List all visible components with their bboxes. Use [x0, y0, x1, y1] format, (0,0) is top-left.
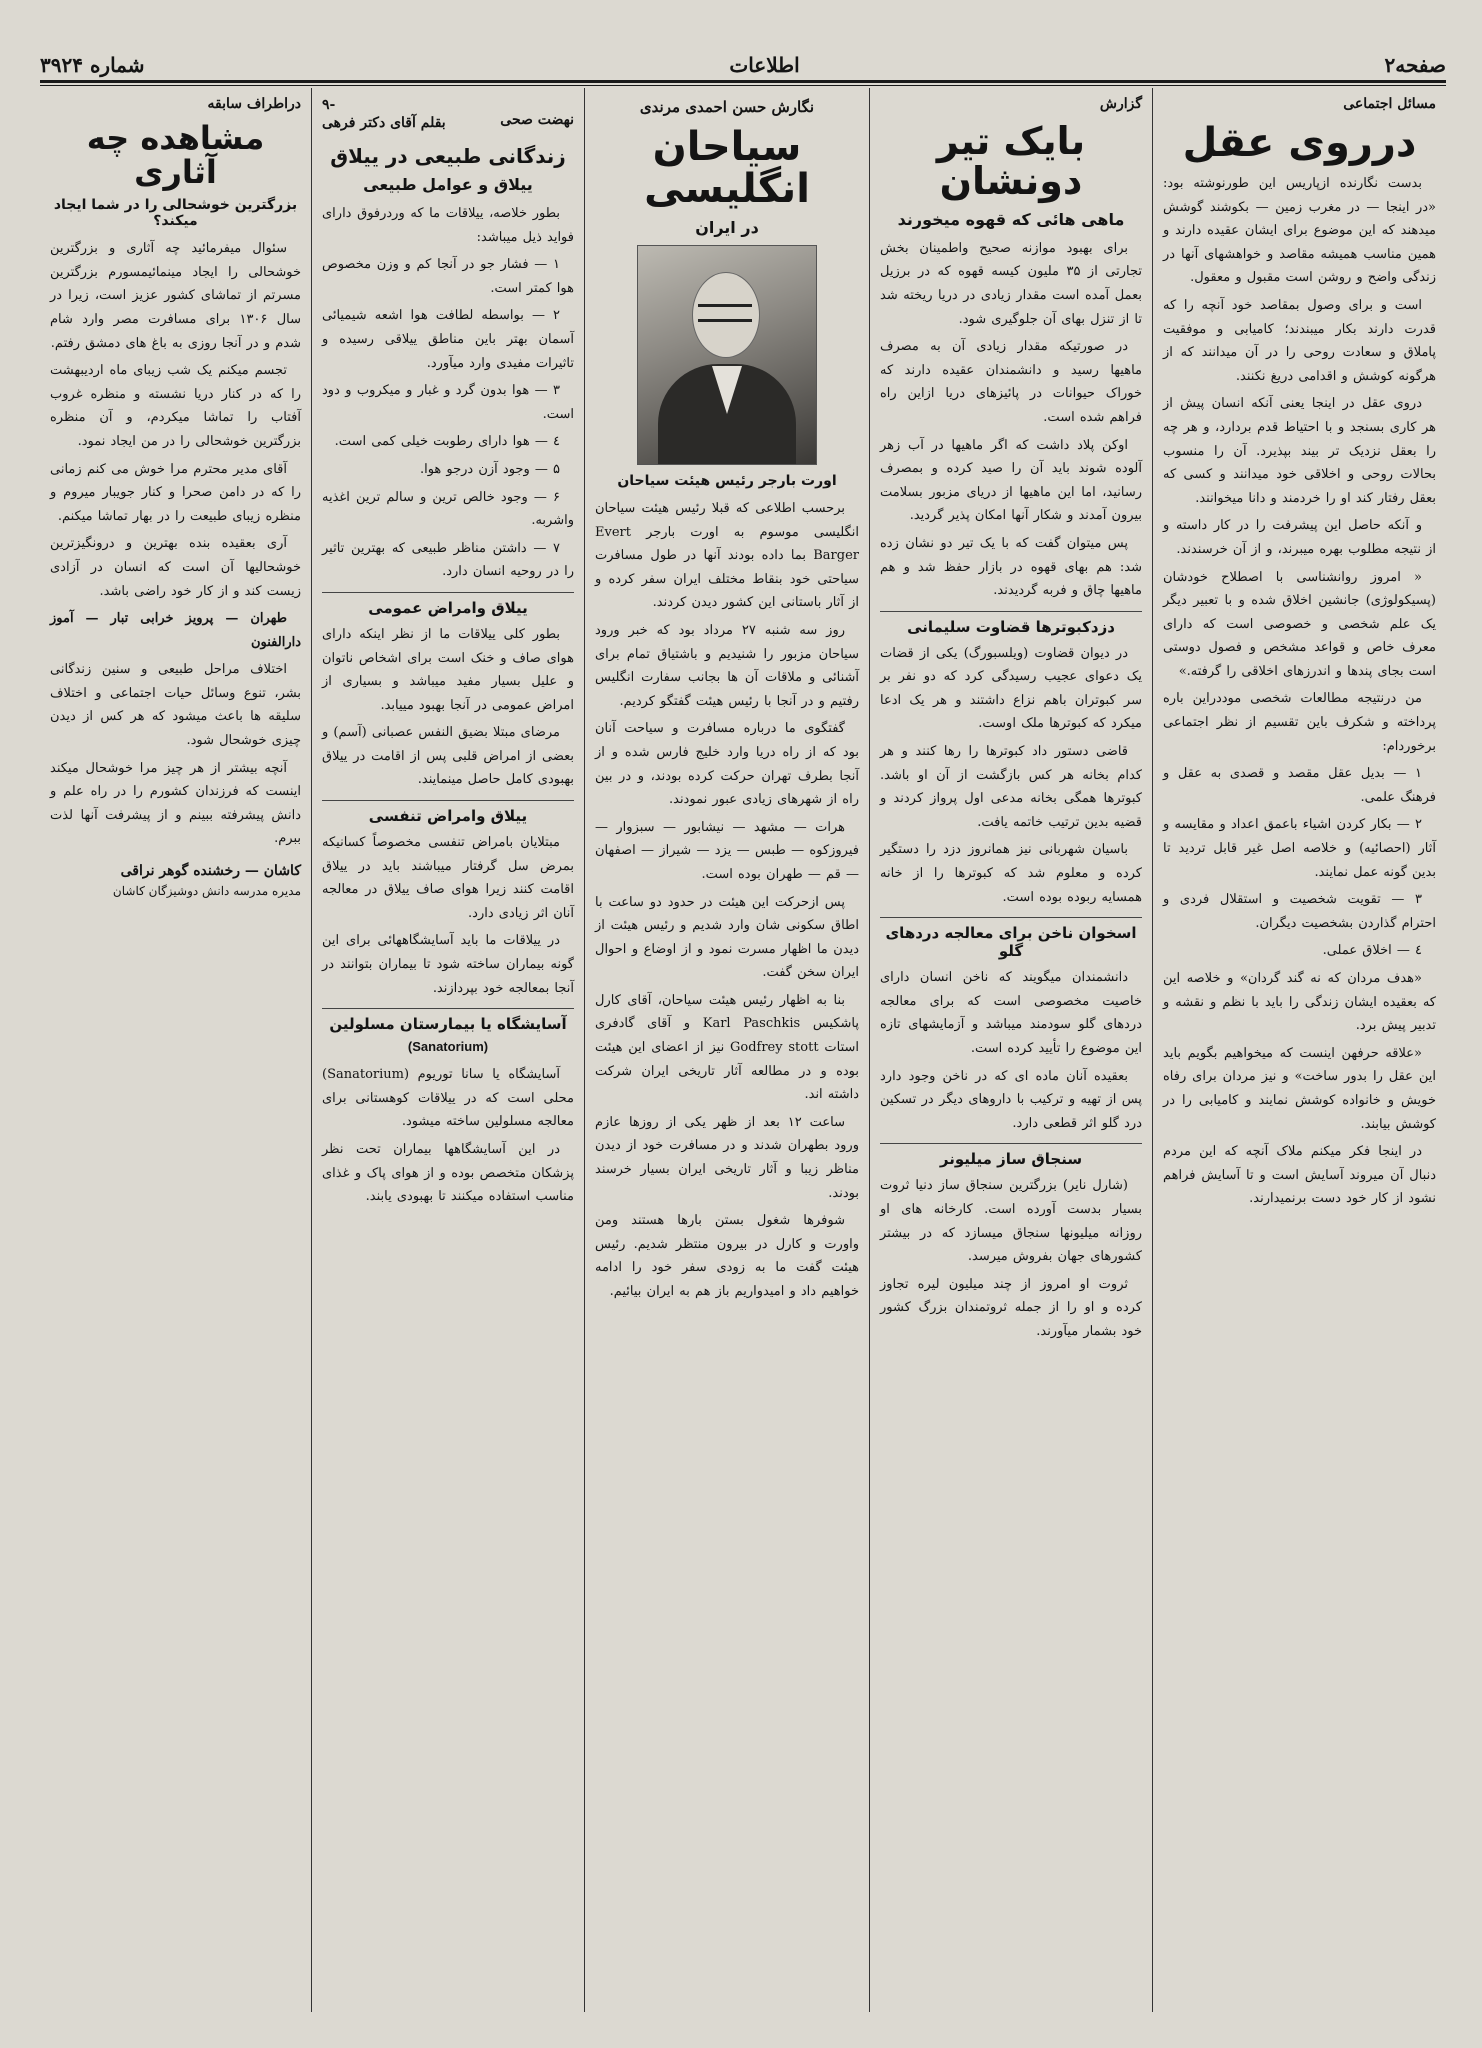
paragraph: من درنتیجه مطالعات شخصی موددراین باره پرداخته و شکرف باین تقسیم از نظر اجتماعی برخوردام:: [1163, 691, 1436, 754]
series-number: -۹: [322, 97, 336, 113]
section-heading: ییلاق وامراض تنفسی: [322, 800, 574, 825]
paragraph: مرضای مبتلا بضیق النفس عصبانی (آسم) و بعضی از امراض قلبی پس از اقامت در ییلاق بهبودی کامل حاصل مینمایند.: [322, 725, 574, 788]
column-kicker: مسائل اجتماعی: [1343, 96, 1436, 112]
paragraph: و آنکه حاصل این پیشرفت را در کار داسته و از نتیجه مطلوب بهره میبرند، و از آن خرسندند.: [1163, 518, 1436, 557]
section-body: [322, 831, 574, 1000]
paragraph: پس ازحرکت این هیئت در حدود دو ساعت با اطاق سکونی شان وارد شدیم و رئیس هیئت از دیدن ما اظهار مسرت نمود و از اوضاع و احوال ایران سخن گفت.: [595, 894, 859, 981]
article-headline: مشاهده چه آثاری: [86, 119, 265, 191]
article-columns: [40, 88, 1446, 2012]
paragraph: آسایشگاه یا سانا توریوم (Sanatorium) محلی است که در ییلاقات کوهستانی برای معالجه مسلولین ساخته میشود.: [322, 1067, 574, 1130]
column-kicker: نهضت صحی: [500, 112, 574, 128]
issue-label: شماره ۳۹۲۴: [40, 53, 145, 77]
article-body: [322, 202, 574, 584]
paragraph: ۵ — وجود آزن درجو هوا.: [419, 461, 560, 477]
column-reason: [1153, 88, 1446, 2012]
masthead: [40, 52, 1446, 78]
paragraph: در صورتیکه مقدار زیادی آن به مصرف ماهیها رسید و دانشمندان عقیده دارند که خوراک حیوانات در پائیزهای دریا ازاین راه فراهم شده است.: [880, 339, 1142, 425]
article-byline: بقلم آقای دکتر فرهی: [322, 115, 446, 131]
article-body: [595, 497, 859, 1304]
paragraph: ٤ — هوا دارای رطوبت خیلی کمی است.: [334, 434, 560, 450]
paragraph: سئوال میفرمائید چه آثاری و بزرگترین خوشحالی را ایجاد مینمائیمسورم بزرگترین مسرتم از تماشای کشور عزیز است، زیرا در سال ۱۳۰۶ برای مسافرت مصر وارد شام شدم و در آنجا روزی به باغ های دمشق رفتم.: [50, 241, 301, 351]
paragraph: ۲ — بواسطه لطافت هوا اشعه شیمیائی آسمان بهتر باین مناطق ییلاقی رسیده و تاثیرات مفیدی وارد میآورد.: [322, 308, 574, 371]
paragraph: ثروت او امروز از چند میلیون لیره تجاوز کرده و او را از جمله ثروتمندان بزرگ کشور خود بشمار میآورند.: [880, 1276, 1142, 1339]
signature-title: مدیره مدرسه دانش دوشیزگان کاشان: [112, 884, 301, 899]
paragraph: قاضی دستور داد کبوترها را رها کنند و هر کدام بخانه هر کس بازگشت از آن او باشد. کبوترها همگی بخانه مدعی اول پرواز کردند و قضیه بدین ترتیب خاتمه یافت.: [880, 744, 1142, 830]
article-headline: سیاحان انگلیسی: [644, 124, 810, 212]
paragraph: گفتگوی ما درباره مسافرت و سیاحت آنان بود که از راه دریا وارد خلیج فارس شده و از آنجا بطرف تهران حرکت کرده بودند، و در بین راه از شهرهای زیادی عبور نمودند.: [595, 721, 859, 808]
section-heading: اسخوان ناخن برای معالجه دردهای گلو: [880, 917, 1142, 960]
paragraph: آری بعقیده بنده بهترین و درونگیزترین خوشحالیها آن است که انسان در آزادی زیست کند و از کار خود راضی باشد.: [50, 536, 301, 599]
signature: [50, 861, 301, 901]
column-header: [322, 96, 574, 132]
paragraph: در ییلاقات ما باید آسایشگاههائی برای این گونه بیماران ساخته شود تا بیماران بتوانند در آنجا بمعالجه خود بپردازند.: [322, 933, 574, 996]
article-body: [880, 237, 1142, 603]
signature-name: کاشان — رخشنده گوهر نراقی: [120, 863, 301, 880]
paragraph: اوکن پلاد داشت که اگر ماهیها در آب زهر آلوده شوند باید آن را صید کرده و بمصرف رسانید، اما این ماهیها از دریای مزبور بسلامت بیرون آمدند و شکار آنها امکان پذیر گردید.: [880, 437, 1142, 524]
paragraph: بعقیده آنان ماده ای که در ناخن وجود دارد پس از تهیه و ترکیب با داروهای دیگر در تسکین درد گلو اثر قطعی دارد.: [880, 1068, 1142, 1131]
section-body: [880, 1174, 1142, 1343]
paragraph: برحسب اطلاعی که قبلا رئیس هیئت سیاحان انگلیسی موسوم به اورت بارجر Evert Barger بما داده بودند آنها در طول مسافرت سیاحتی خود بنقاط مختلف ایران سفر کرده و از آثار باستانی این کشور دیدن کردند.: [595, 501, 859, 611]
paragraph: بنا به اظهار رئیس هیئت سیاحان، آقای کارل پاشکیس Karl Paschkis و آقای گادفری استات Godfrey stott نیز از اعضای این هیئت بوده و در مطالعه آثار تاریخی ایران شرکت داشته اند.: [595, 992, 859, 1103]
paragraph: (شارل نایر) بزرگترین سنجاق ساز دنیا ثروت بسیار بدست آورده است. کارخانه های او روزانه میلیونها سنجاق میسازد که در بیشتر کشورهای جهان بفروش میرسد.: [880, 1178, 1142, 1265]
section-heading: دزدکبوترها قضاوت سلیمانی: [880, 611, 1142, 636]
photo-glasses: [698, 304, 752, 322]
photo-caption: اورت بارجر رئیس هیئت سیاحان: [617, 473, 837, 489]
paragraph: دانشمندان میگویند که ناخن انسان دارای خاصیت مخصوصی است که برای معالجه دردهای گلو سودمند میباشد و آزمایشهای تازه این موضوع را تأیید کرده است.: [880, 970, 1142, 1056]
paragraph: ساعت ۱۲ بعد از ظهر یکی از روزها عازم ورود بطهران شدند و در مسافرت خود از دیدن مناظر زیبا و آثار تاریخی ایران بسیار خرسند بودند.: [595, 1114, 859, 1201]
paragraph: برای بهبود موازنه صحیح واطمینان بخش تجارتی از ۳۵ ملیون کیسه قهوه که در برزیل بعمل آمده است مقدار زیادی در دریا ریخته شد تا از تنزل بهای آن جلوگیری شود.: [880, 240, 1142, 327]
paragraph: ۲ — بکار کردن اشیاء باعمق اعداد و مقایسه و آثار (احصائیه) و خلاصه اصل غیر قابل تردید تا بدین گونه عمل نمایند.: [1163, 817, 1436, 880]
article-subtitle: بزرگترین خوشحالی را در شما ایجاد میکند؟: [53, 197, 298, 230]
paragraph: در این آسایشگاهها بیماران تحت نظر پزشکان متخصص بوده و از هوای پاک و غذای مناسب استفاده میکنند تا بهبودی یابند.: [322, 1142, 574, 1205]
section-body: [322, 623, 574, 792]
section-heading: ییلاق وامراض عمومی: [322, 592, 574, 617]
paragraph: ۳ — هوا بدون گرد و غبار و میکروب و دود است.: [322, 383, 574, 422]
paragraph: ۱ — بدیل عقل مقصد و قصدی به عقل و فرهنگ علمی.: [1163, 766, 1436, 805]
article-subtitle: در ایران: [695, 218, 759, 237]
paragraph: آنچه بیشتر از هر چیز مرا خوشحال میکند اینست که فرزندان کشورم را در راه علم و دانش پیشرفته ببینم و از پیشرفت آنها لذت ببرم.: [50, 760, 301, 847]
article-body: [1163, 172, 1436, 1211]
section-heading: سنجاق ساز میلیونر: [880, 1143, 1142, 1168]
paragraph: طهران — پرویز خرابی تبار — آموز دارالفنون: [50, 611, 301, 650]
section-latin-term: [322, 1039, 574, 1055]
paragraph: اختلاف مراحل طبیعی و سنین زندگانی بشر، تنوع وسائل حیات اجتماعی و اختلاف سلیقه ها باعث میشود که هر کس از دیدن چیزی خوشحال شود.: [50, 662, 301, 749]
paragraph: ۳ — تقویت شخصیت و استقلال فردی و احترام گذاردن بشخصیت دیگران.: [1163, 892, 1436, 931]
paragraph: باسیان شهربانی نیز همانروز دزد را دستگیر کرده و معلوم شد که کبوترها را از خانه همسایه ربوده بوده است.: [880, 842, 1142, 905]
article-subtitle: ییلاق و عوامل طبیعی: [363, 175, 533, 194]
paragraph: «علاقه حرفهن اینست که میخواهیم بگویم باید این عقل را بدور ساخت» و نیز مردان برای رفاه خویش و خانواده کوشش نمایند و کامیابی را در کوشش بیابند.: [1163, 1045, 1436, 1132]
article-subtitle: ماهی هائی که قهوه میخورند: [897, 209, 1125, 229]
masthead-rule: [40, 80, 1446, 83]
column-kicker: گزارش: [1099, 96, 1142, 112]
section-body: [880, 966, 1142, 1135]
article-headline: بایک تیر دونشان: [936, 119, 1086, 203]
paragraph: هرات — مشهد — نیشابور — سبزوار — فیروزکوه — طبس — یزد — شیراز — اصفهان — قم — طهران بوده است.: [595, 819, 859, 882]
paragraph: «هدف مردان که نه گند گردان» و خلاصه این که بعقیده ایشان زندگی را باید با نظم و نقشه و تدبیر پیش برد.: [1163, 971, 1436, 1034]
paragraph: ٤ — اخلاق عملی.: [1322, 943, 1422, 959]
column-kicker: دراطراف سابقه: [207, 96, 301, 112]
latin-term: (Sanatorium): [407, 1039, 489, 1055]
column-health: [312, 88, 585, 2012]
section-heading: آسایشگاه یا بیمارستان مسلولین: [322, 1008, 574, 1033]
paragraph: بدست نگارنده ازپاریس این طورنوشته بود: «در اینجا — در مغرب زمین — بکوشند گوشش میدهند که این موضوع برای ایشان عقیده دارند و همین مناسب همیشه مقاصد و خواهشهای آنها در زندگی واضح و روشن است مقبول و معقول.: [1163, 176, 1436, 286]
article-body: [50, 237, 301, 851]
byline-block: [322, 96, 446, 132]
paragraph: در دیوان قضاوت (ویلسبورگ) یکی از قضات یک دعوای عجیب رسیدگی کرد که دو نفر بر سر کبوتران باهم نزاع داشتند و هر یک ادعا میکرد که کبوترها ملک اوست.: [880, 645, 1142, 732]
article-headline: درروی عقل: [1182, 120, 1417, 166]
paragraph: است و برای وصول بمقاصد خود آنچه را که قدرت دارند بکار میبندند؛ کامیابی و موفقیت پاملاق و سعادت روحی را در آن میدانند که از هرگونه کوشش و اقدامی دریغ نکنند.: [1163, 297, 1436, 384]
paragraph: مبتلایان بامراض تنفسی مخصوصاً کسانیکه بمرض سل گرفتار میباشند باید در ییلاق اقامت کنند زیرا هوای صاف ییلاق در معالجه آنان اثر زیادی دارد.: [322, 835, 574, 921]
paragraph: دروی عقل در اینجا یعنی آنکه انسان پیش از هر کاری بسنجد و با احتیاط قدم بردارد، و هر چه را بعقل نزدیک تر بیند بپذیرد. آن را منسوب بحالات روحی و اخلاقی خود میدانند و کسی که بعقل رفتار کند او را خردمند و دانا میخوانند.: [1163, 396, 1436, 506]
paragraph: بطور خلاصه، ییلاقات ما که وردرفوق دارای فواید ذیل میباشد:: [322, 206, 574, 245]
paragraph: پس میتوان گفت که با یک تیر دو نشان زده شد: هم بهای قهوه در بازار حفظ شد و هم ماهیها چاق و فربه گردیدند.: [880, 535, 1142, 599]
paragraph: شوفرها شغول بستن بارها هستند ومن واورت و کارل در بیرون منتظر شدیم. رئیس هیئت گفت ما به زودی سفر خود را ادامه خواهیم داد و امیدواریم باز هم به ایران بیائیم.: [595, 1213, 859, 1299]
paragraph: بطور کلی ییلاقات ما از نظر اینکه دارای هوای صاف و خنک است برای اشخاص ناتوان و علیل بسیار مفید میباشد و بسیاری از امراض عمومی در آنجا بهبود مییابد.: [322, 626, 574, 713]
paragraph: آقای مدیر محترم مرا خوش می کنم زمانی را که در دامن صحرا و کنار جویبار میروم و منظره زیبای طبیعت را در بهار تماشا میکنم.: [50, 461, 301, 524]
paragraph: روز سه شنبه ۲۷ مرداد بود که خبر ورود سیاحان مزبور را شنیدیم و باشتیاق تمام برای آشنائی و ملاقات آن ها بجانب سفارت انگلیس رفتیم و در آنجا با رئیس هیئت گفتگو کردیم.: [595, 622, 859, 709]
paper-name: اطلاعات: [729, 53, 800, 77]
column-english-travellers: [585, 88, 870, 2012]
portrait-photo: [637, 245, 817, 465]
page-label: صفحه۲: [1384, 53, 1446, 77]
paragraph: ۱ — فشار جو در آنجا کم و وزن مخصوص هوا کمتر است.: [322, 257, 574, 296]
section-body: [880, 642, 1142, 910]
paragraph: « امروز روانشناسی با اصطلاح خودشان (پسیکولوژی) جانشین اخلاق شده و با تعبیر دیگر یک علم شخصی و خصوصی است که دارای معرف خاص و قواعد مشخص و فصول دوستی است بجای پندها و اندرزهای اخلاقی را گرفته.»: [1163, 569, 1436, 679]
article-headline: زندگانی طبیعی در ییلاق: [330, 144, 566, 168]
paragraph: ۷ — داشتن مناظر طبیعی که بهترین تاثیر را در روحیه انسان دارد.: [322, 540, 574, 580]
paragraph: در اینجا فکر میکنم ملاک آنچه که این مردم دنبال آن میروند آسایش است و تا آسایش فراهم نشود از کار خود دست برنمیدارند.: [1163, 1144, 1436, 1207]
article-byline: نگارش حسن احمدی مرندی: [639, 98, 815, 116]
paragraph: تجسم میکنم یک شب زیبای ماه اردیبهشت را که در کنار دریا نشسته و منظره غروب آفتاب را تماشا میکردم، و آن منظره بزرگترین خوشحالی را در من ایجاد نمود.: [50, 363, 301, 449]
column-what-scene: [40, 88, 312, 2012]
masthead-rule-thin: [40, 85, 1446, 86]
column-two-targets: [870, 88, 1153, 2012]
section-body: [322, 1063, 574, 1209]
paragraph: ۶ — وجود خالص ترین و سالم ترین اغذیه واشربه.: [322, 489, 574, 529]
